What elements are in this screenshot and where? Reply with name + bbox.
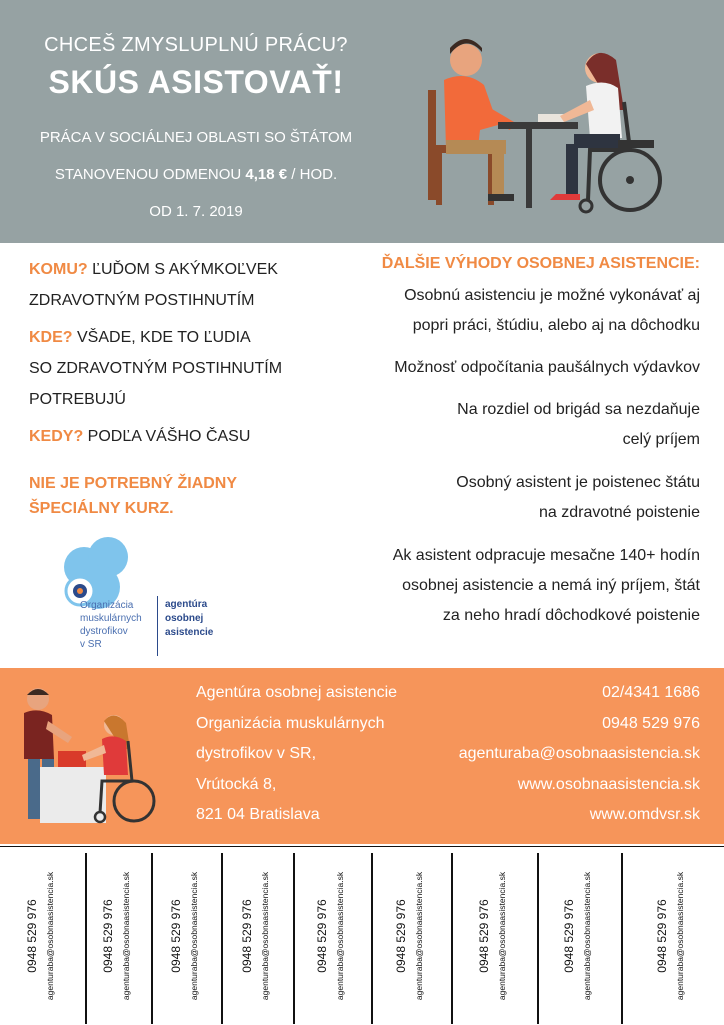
no-course-note [29,471,329,521]
komu-label: KOMU? [29,261,88,278]
strip-divider [151,853,153,1024]
logo-agency-line: osobnej [165,613,204,624]
tear-off-strips [0,846,724,1025]
logo-org-line: Organizácia [80,600,134,611]
benefit-line: Na rozdiel od brigád sa nezdaňuje [457,401,700,418]
info-column [29,254,339,452]
header-headline: SKÚS ASISTOVAŤ! [48,64,344,100]
phone-landline: 02/4341 1686 [602,684,700,701]
man-figure-icon [444,39,514,201]
benefit-line: Osobnú asistenciu je možné vykonávať aj [404,287,700,304]
address-block [196,678,397,831]
strip-phone: 0948 529 976 [25,899,39,973]
email-link[interactable]: agenturaba@osobnaasistencia.sk [458,745,700,762]
tear-off-strip[interactable] [372,847,452,1025]
address-line: Organizácia muskulárnych [196,714,385,732]
strip-email: agenturaba@osobnaasistencia.sk [45,871,55,1001]
strip-phone: 0948 529 976 [240,899,254,973]
address-line: Agentúra osobnej asistencie [196,684,398,701]
kde-label: KDE? [29,329,73,346]
strip-phone: 0948 529 976 [477,899,491,973]
address-line: Vrútocká 8, [196,775,277,793]
strip-divider [293,853,295,1024]
strip-email: agenturaba@osobnaasistencia.sk [497,871,507,1001]
contact-block [459,678,700,831]
strip-phone: 0948 529 976 [562,899,576,973]
website-link-omd[interactable]: www.omdvsr.sk [589,806,700,823]
benefit-line: Osobný asistent je poistenec štátu [456,474,700,491]
assistant-illustration [418,30,678,220]
logo-org-line: muskulárnych [80,613,142,624]
address-line: 821 04 Bratislava [196,806,320,823]
kde-line-2: SO ZDRAVOTNÝM POSTIHNUTÍM [29,360,283,377]
cooking-illustration [18,685,168,833]
strip-divider [621,853,623,1024]
benefit-item [340,541,700,631]
strip-divider [371,853,373,1024]
logo-org-line: v SR [80,639,102,650]
strip-divider [221,853,223,1024]
benefit-line: za neho hradí dôchodkové poistenie [442,607,700,624]
strip-email: agenturaba@osobnaasistencia.sk [121,871,131,1001]
strip-email: agenturaba@osobnaasistencia.sk [675,871,685,1001]
tear-off-strip[interactable] [152,847,222,1025]
logo-agency-line: asistencie [165,627,214,638]
kedy-line [29,421,339,452]
strip-email: agenturaba@osobnaasistencia.sk [260,871,270,1001]
tear-off-strip[interactable] [294,847,372,1025]
header-wage-line [0,166,392,183]
benefits-title: ĎALŠIE VÝHODY OSOBNEJ ASISTENCIE: [381,255,700,272]
tear-off-strip[interactable] [622,847,724,1025]
logo-org-name [80,599,142,651]
strip-email: agenturaba@osobnaasistencia.sk [582,871,592,1001]
tear-off-strip[interactable] [538,847,622,1025]
kde-text: VŠADE, KDE TO ĽUDIA [72,329,251,346]
benefit-item [340,281,700,341]
kde-line-3: POTREBUJÚ [29,391,126,408]
header-work-line: PRÁCA V SOCIÁLNEJ OBLASTI SO ŠTÁTOM [39,129,353,146]
tear-off-strip[interactable] [86,847,152,1025]
komu-text: ĽUĎOM S AKÝMKOĽVEK [87,261,278,278]
header-banner [0,0,724,243]
benefit-line: na zdravotné poistenie [539,504,700,521]
strip-phone: 0948 529 976 [655,899,669,973]
kedy-label: KEDY? [29,428,84,445]
tear-off-strip[interactable] [452,847,538,1025]
strip-phone: 0948 529 976 [169,899,183,973]
benefit-line: popri práci, štúdiu, alebo aj na dôchodku [412,317,700,334]
header-question: CHCEŠ ZMYSLUPLNÚ PRÁCU? [44,34,348,56]
strip-divider [451,853,453,1024]
strip-email: agenturaba@osobnaasistencia.sk [414,871,424,1001]
benefit-line: Ak asistent odpracuje mesačne 140+ hodín [392,547,700,564]
wage-suffix: / HOD. [287,166,338,183]
no-course-line-1: NIE JE POTREBNÝ ŽIADNY [29,475,238,492]
benefit-line: osobnej asistencie a nemá iný príjem, štát [402,577,700,594]
phone-mobile: 0948 529 976 [602,714,700,732]
kde-line-1 [29,322,339,353]
strip-email: agenturaba@osobnaasistencia.sk [335,871,345,1001]
logo-agency-name [165,598,213,640]
strip-divider [537,853,539,1024]
wage-amount: 4,18 € [245,166,288,183]
strip-phone: 0948 529 976 [101,899,115,973]
header-date: OD 1. 7. 2019 [149,203,243,220]
komu-line-1 [29,254,339,285]
benefit-item [340,468,700,528]
benefit-item [340,395,700,455]
benefit-line: Možnosť odpočítania paušálnych výdavkov [394,359,700,376]
benefit-item [340,353,700,383]
strip-phone: 0948 529 976 [315,899,329,973]
strip-phone: 0948 529 976 [394,899,408,973]
kedy-text: PODĽA VÁŠHO ČASU [83,428,251,445]
strip-email: agenturaba@osobnaasistencia.sk [189,871,199,1001]
strip-divider [85,853,87,1024]
tear-off-strip[interactable] [0,847,86,1025]
benefit-line: celý príjem [622,431,700,448]
wage-prefix: STANOVENOU ODMENOU [54,166,246,183]
logo-divider [157,596,158,656]
woman-cooking-icon [82,715,130,775]
website-link[interactable]: www.osobnaasistencia.sk [517,775,700,793]
komu-line-2: ZDRAVOTNÝM POSTIHNUTÍM [29,292,255,309]
tear-off-strip[interactable] [222,847,294,1025]
logo-org-line: dystrofikov [80,626,128,637]
address-line: dystrofikov v SR, [196,745,317,762]
no-course-line-2: ŠPECIÁLNY KURZ. [29,500,174,517]
logo-agency-line: agentúra [165,599,208,610]
